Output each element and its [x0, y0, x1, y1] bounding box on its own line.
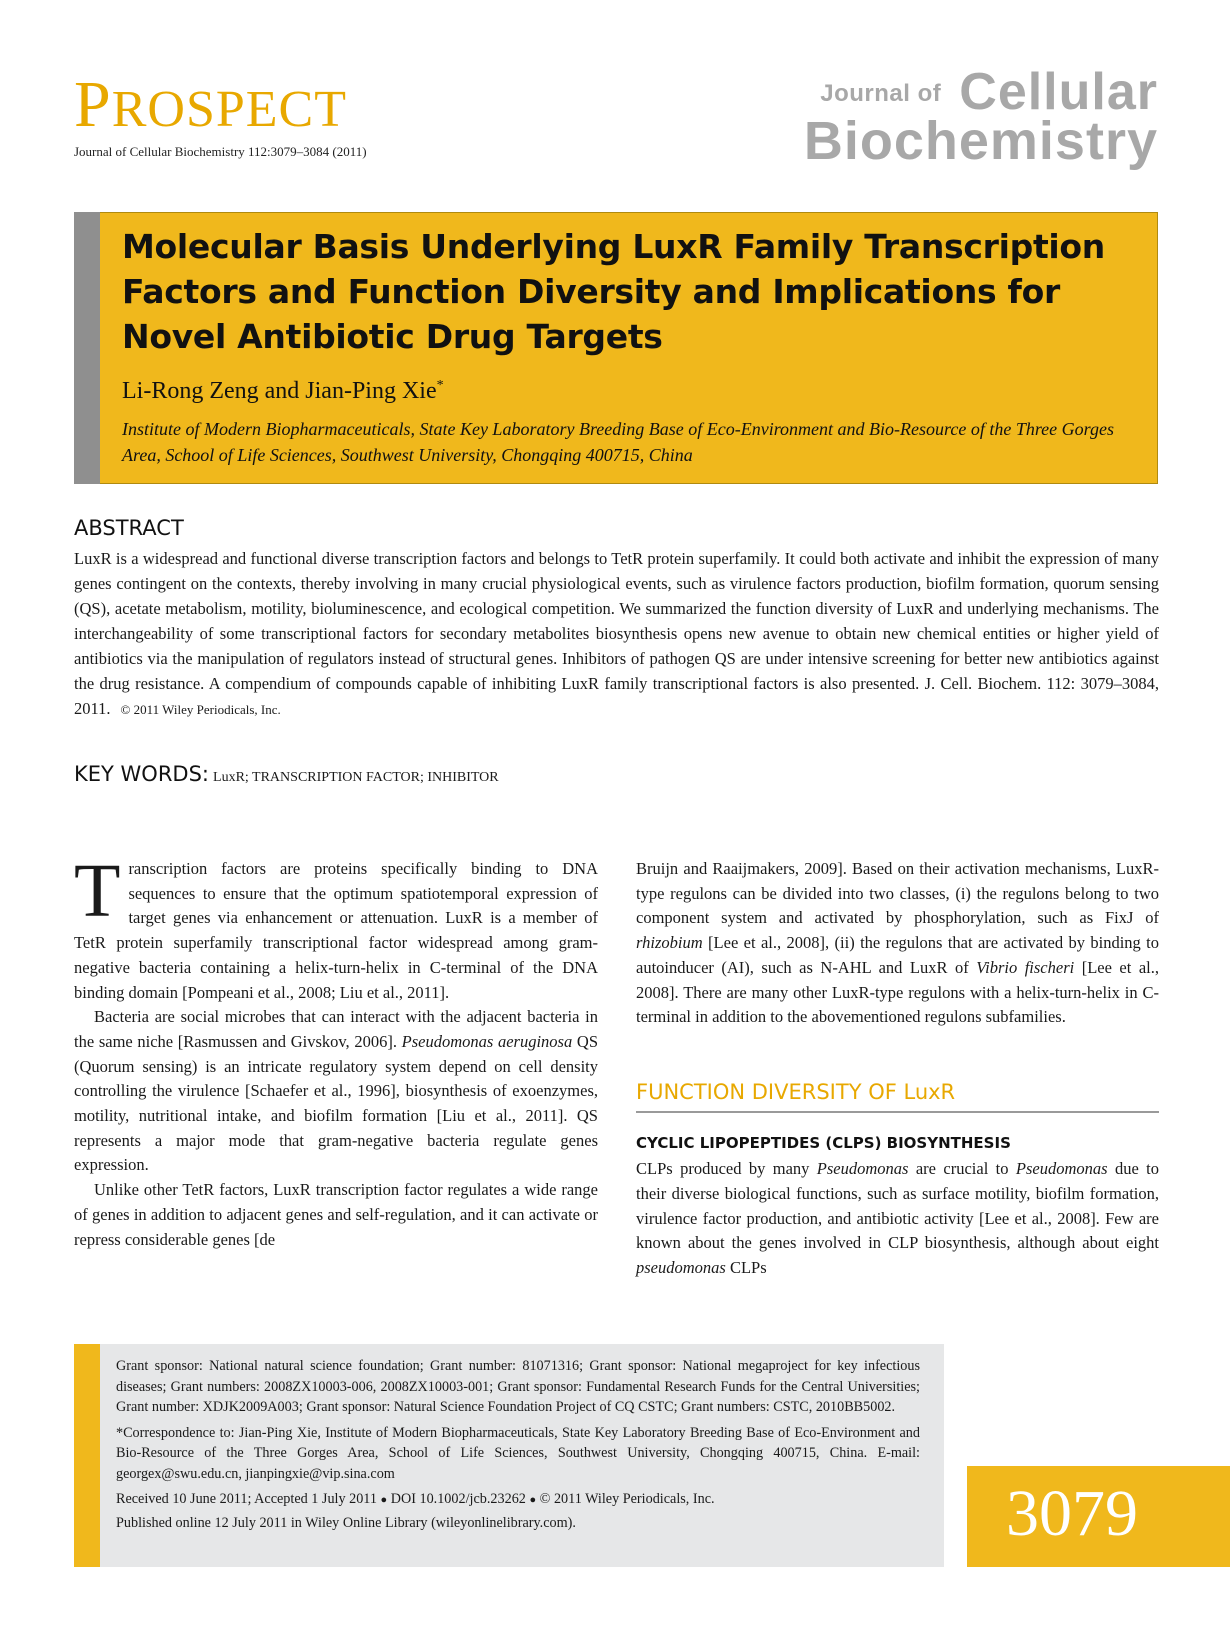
paragraph: [74, 1005, 598, 1178]
abstract-heading: ABSTRACT: [74, 516, 184, 540]
footer-copyright: © 2011 Wiley Periodicals, Inc.: [539, 1491, 715, 1507]
paragraph: [74, 1178, 598, 1252]
drop-cap: T: [74, 849, 121, 933]
doi: DOI 10.1002/jcb.23262: [390, 1491, 526, 1507]
section-heading: FUNCTION DIVERSITY OF LuxR: [636, 1080, 1159, 1113]
body-column-right: [636, 857, 1159, 1281]
paragraph-text: Unlike other TetR factors, LuxR transcription factor regulates a wide range of genes in addition to adjacent genes and self-regulation, and it can activate or repress considerable genes [de: [74, 1180, 598, 1249]
keywords: [74, 762, 499, 786]
paragraph-text: [Lee et al., 2008], (ii) the regulons that are activated by binding to autoinducer (AI), such as N-AHL and LuxR of: [636, 933, 1160, 977]
journal-logo-of: Journal of: [820, 80, 942, 107]
keywords-heading: KEY WORDS:: [74, 762, 210, 786]
bullet-icon: ●: [529, 1494, 537, 1506]
paragraph-text: QS (Quorum sensing) is an intricate regulatory system depend on cell density controlling the virulence [Schaefer et al., 1996], biosynthesis of exoenzymes, motility, nutritional intake, and biofilm formation [Liu et al., 2011]. QS represents a major mode that gram-negative bacteria regulate genes expression.: [74, 1031, 598, 1175]
paragraph-text: Bruijn and Raaijmakers, 2009]. Based on their activation mechanisms, LuxR-type regulons can be divided into two classes, (i) the regulons belong to two component system and activated by phosphorylation, such as FixJ of: [636, 859, 1159, 928]
journal-logo-biochemistry: Biochemistry: [803, 111, 1158, 171]
species-name: rhizobium: [636, 933, 703, 953]
paragraph-text: are crucial to: [915, 1159, 1009, 1179]
paragraph: [74, 849, 598, 1005]
species-name: Pseudomonas: [1015, 1159, 1108, 1179]
species-name: Vibrio fischeri: [976, 957, 1075, 977]
paragraph-text: ranscription factors are proteins specifically binding to DNA sequences to ensure that the optimum spatiotemporal expression of target genes via enhancement or attenuation. LuxR is a member of TetR protein superfamily transcriptional factor widespread among gram-negative bacteria containing a helix-turn-helix in C-terminal of the DNA binding domain [Pompeani et al., 2008; Liu et al., 2011].: [74, 859, 598, 1002]
affiliation: Institute of Modern Biopharmaceuticals, State Key Laboratory Breeding Base of Eco-Environment and Bio-Resource of the Three Gorges Area, School of Life Sciences, Southwest University, Chongqing 400715, China: [122, 419, 1114, 465]
paragraph-text: due to their diverse biological functions, such as surface motility, biofilm formation, virulence factor production, and antibiotic activity [Lee et al., 2008]. Few are known about the genes involved in CLP biosynthesis, although about eight: [636, 1159, 1159, 1253]
paragraph-text: CLPs produced by many: [636, 1159, 810, 1179]
abstract-copyright: © 2011 Wiley Periodicals, Inc.: [120, 702, 281, 717]
bullet-icon: ●: [380, 1494, 388, 1506]
footnote-side-bar: [74, 1344, 100, 1567]
correspondence-mark: *: [436, 378, 444, 393]
footnotes: [116, 1356, 920, 1538]
received-accepted: Received 10 June 2011; Accepted 1 July 2011: [116, 1491, 377, 1507]
paragraph: [636, 1157, 1159, 1281]
keywords-list: LuxR; TRANSCRIPTION FACTOR; INHIBITOR: [213, 770, 499, 785]
journal-citation: Journal of Cellular Biochemistry 112:3079–3084 (2011): [74, 144, 367, 159]
prospect-rest: ROSPECT: [111, 81, 348, 138]
publication-dates: [116, 1489, 920, 1511]
page-number: 3079: [1006, 1477, 1138, 1550]
body-column-left: [74, 849, 598, 1252]
subsection-heading: CYCLIC LIPOPEPTIDES (CLPS) BIOSYNTHESIS: [636, 1133, 1011, 1152]
prospect-initial: P: [74, 68, 112, 141]
grant-info: Grant sponsor: National natural science foundation; Grant number: 81071316; Grant sponsor: National megaproject for key infectious diseases; Grant numbers: 2008ZX10003-006, 2008ZX10003-001; Grant sponsor: Fundamental Research Funds for the Central Universities; Grant number: XDJK2009A003; Grant sponsor: Natural Science Foundation Project of CQ CSTC; Grant numbers: CSTC, 2010BB5002.: [116, 1358, 920, 1415]
species-name: Pseudomonas: [816, 1159, 909, 1179]
abstract-body: LuxR is a widespread and functional diverse transcription factors and belongs to TetR protein superfamily. It could both activate and inhibit the expression of many genes contingent on the contexts, thereby involving in many crucial physiological events, such as virulence factors production, biofilm formation, quorum sensing (QS), acetate metabolism, motility, bioluminescence, and ecological competition. We summarized the function diversity of LuxR and underlying mechanisms. The interchangeability of some transcriptional factors for secondary metabolites biosynthesis opens new avenue to obtain new chemical entities or higher yield of antibiotics via the manipulation of regulators instead of structural genes. Inhibitors of pathogen QS are under intensive screening for better new antibiotics against the drug resistance. A compendium of compounds capable of inhibiting LuxR family transcriptional factors is also presented. J. Cell. Biochem. 112: 3079–3084, 2011.: [74, 549, 1159, 718]
paragraph: [636, 857, 1159, 1030]
abstract-text: [74, 546, 1159, 722]
paragraph-text: CLPs: [729, 1258, 767, 1278]
author-names: Li-Rong Zeng and Jian-Ping Xie: [122, 378, 437, 404]
paragraph-text: [Lee et al., 2008]. There are many other LuxR-type regulons with a helix-turn-helix in C-terminal in addition to the abovementioned regulons subfamilies.: [636, 957, 1159, 1027]
species-name: pseudomonas: [636, 1258, 726, 1278]
article-title: Molecular Basis Underlying LuxR Family Transcription Factors and Function Diversity and Implications for Novel Antibiotic Drug Targets: [122, 227, 1105, 356]
published-online: Published online 12 July 2011 in Wiley Online Library (wileyonlinelibrary.com).: [116, 1514, 576, 1531]
paragraph-text: Bacteria are social microbes that can interact with the adjacent bacteria in the same niche [Rasmussen and Givskov, 2006].: [74, 1007, 598, 1051]
authors: [122, 378, 444, 405]
journal-logo-cellular: Cellular: [959, 63, 1158, 121]
prospect-label: [74, 68, 348, 143]
title-side-bar: [74, 212, 100, 484]
journal-logo: [803, 62, 1158, 171]
correspondence-info: *Correspondence to: Jian-Ping Xie, Institute of Modern Biopharmaceuticals, State Key Laboratory Breeding Base of Eco-Environment and Bio-Resource of the Three Gorges Area, School of Life Sciences, Southwest University, Chongqing 400715, China. E-mail: georgex@swu.edu.cn, jianpingxie@vip.sina.com: [116, 1424, 920, 1482]
species-name: Pseudomonas aeruginosa: [401, 1031, 573, 1051]
